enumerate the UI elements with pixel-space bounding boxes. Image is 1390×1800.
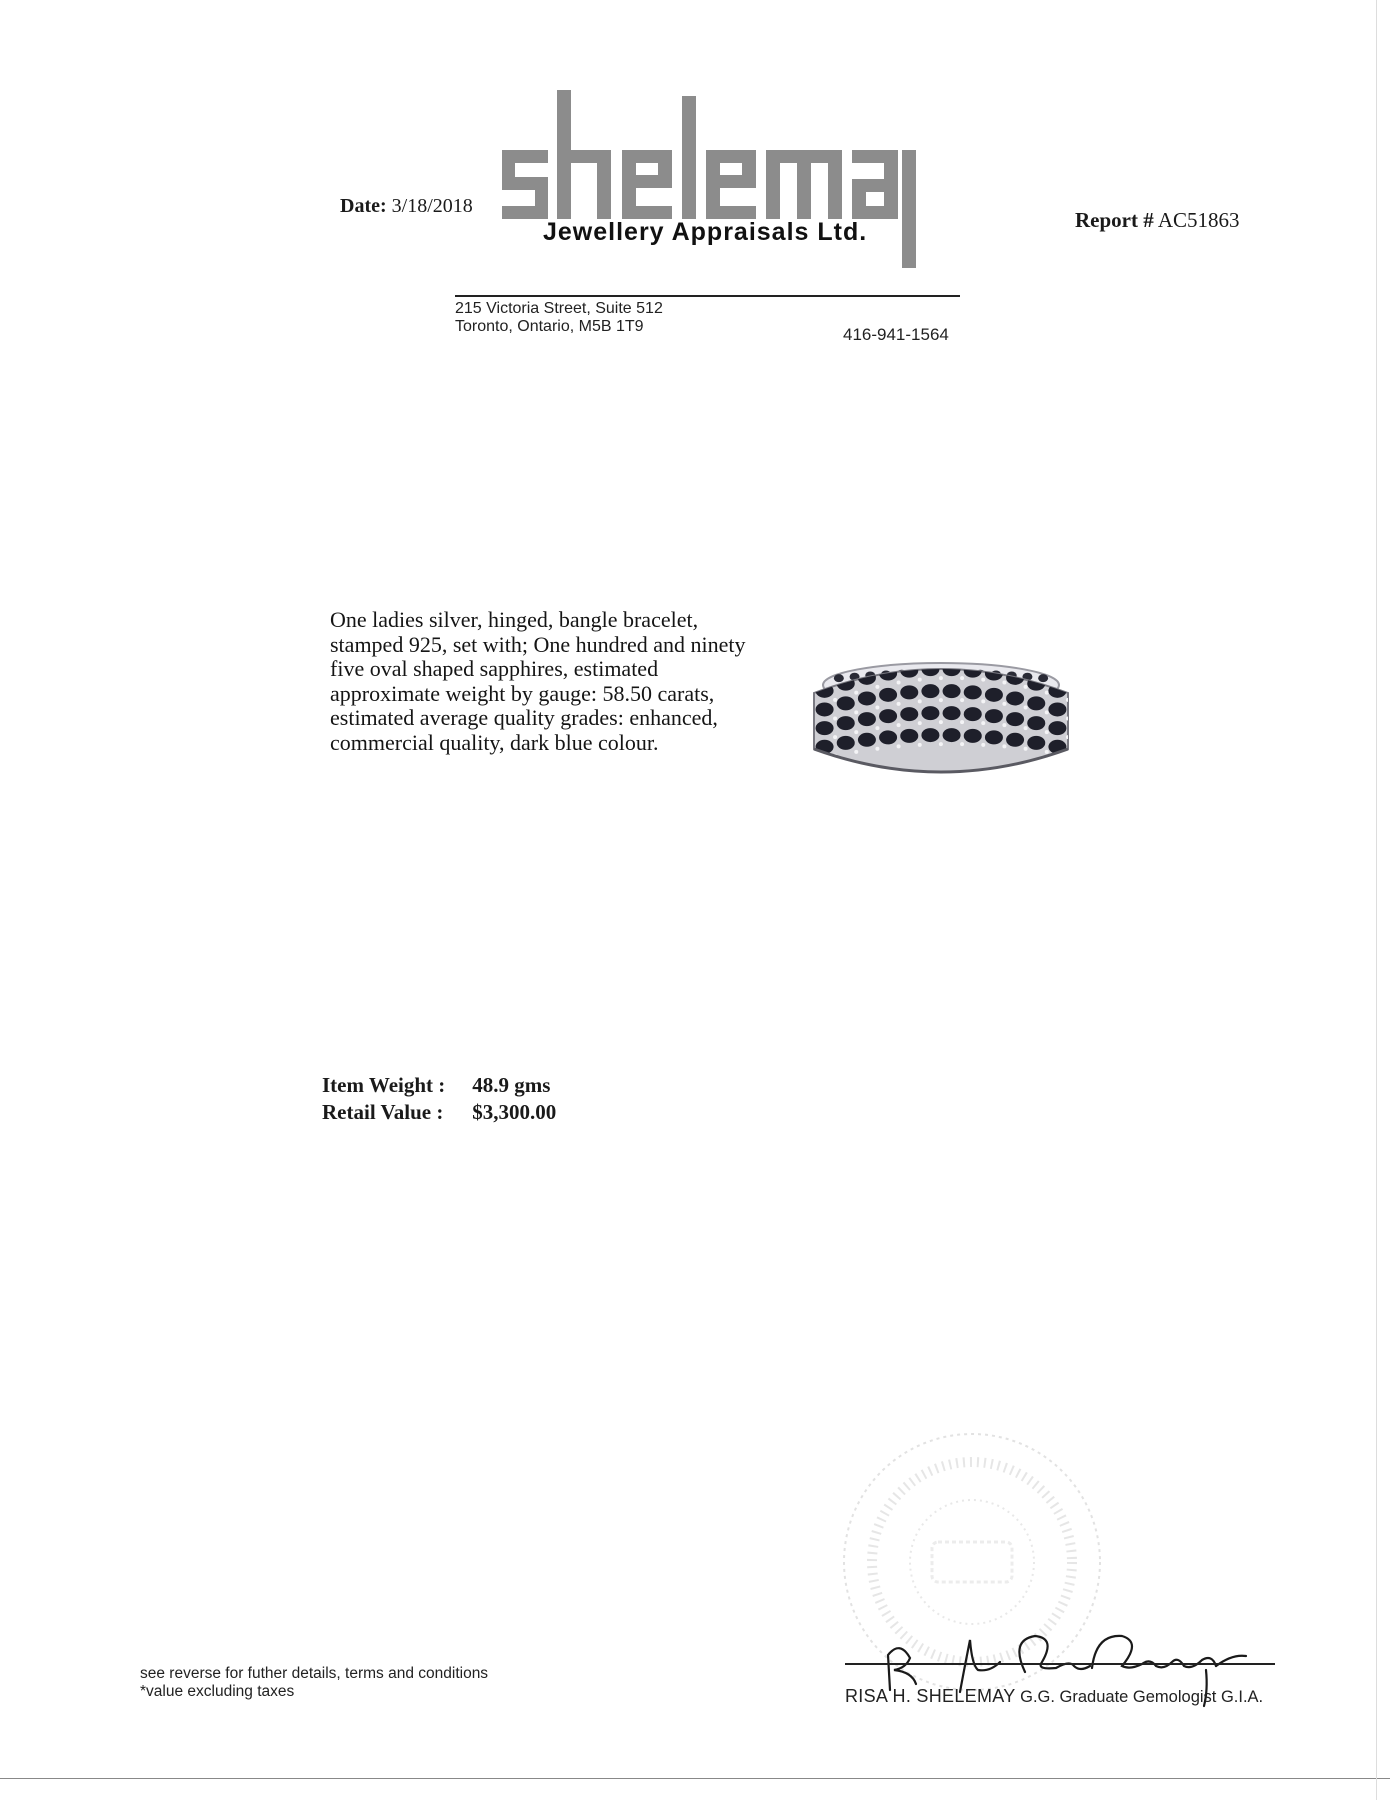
sapphire-stone <box>964 729 982 743</box>
silver-bead <box>981 743 985 747</box>
bangle-photo <box>796 645 1086 795</box>
sapphire-stone <box>1027 696 1045 710</box>
sapphire-stone <box>943 684 961 698</box>
sapphire-stone <box>816 702 834 716</box>
silver-bead <box>1045 750 1049 754</box>
silver-bead <box>833 716 837 720</box>
silver-bead <box>1002 723 1006 727</box>
sapphire-stone <box>900 729 918 743</box>
signatory <box>845 1686 1263 1707</box>
sapphire-stone <box>816 721 834 735</box>
silver-bead <box>918 678 922 682</box>
silver-bead <box>875 685 879 689</box>
company-phone: 416-941-1564 <box>843 325 949 344</box>
sapphire-stone <box>879 730 897 744</box>
silver-bead <box>981 721 985 725</box>
sapphire-stone <box>964 707 982 721</box>
sapphire-stone <box>900 685 918 699</box>
sapphire-stone <box>943 706 961 720</box>
sapphire-stone <box>1027 716 1045 730</box>
sapphire-stone <box>985 688 1003 702</box>
sapphire-stone <box>837 696 855 710</box>
sapphire-stone <box>858 733 876 747</box>
sapphire-stone <box>858 712 876 726</box>
company-address <box>455 300 663 336</box>
silver-bead <box>897 702 901 706</box>
silver-bead <box>897 744 901 748</box>
signatory-name: RISA H. SHELEMAY <box>845 1686 1016 1706</box>
silver-bead <box>1002 681 1006 685</box>
date-label: Date: <box>340 195 387 217</box>
silver-bead <box>918 721 922 725</box>
sapphire-stone <box>985 709 1003 723</box>
silver-bead <box>1066 754 1070 758</box>
address-line-1: 215 Victoria Street, Suite 512 <box>455 300 663 317</box>
silver-bead <box>833 698 837 702</box>
silver-bead <box>939 676 943 680</box>
silver-bead <box>1024 685 1028 689</box>
silver-bead <box>897 681 901 685</box>
item-weight-value: 48.9 gms <box>472 1073 551 1097</box>
silver-bead <box>1066 735 1070 739</box>
silver-bead <box>833 735 837 739</box>
address-line-2: Toronto, Ontario, M5B 1T9 <box>455 318 644 335</box>
footer-tax-note: *value excluding taxes <box>140 1683 295 1700</box>
sapphire-stone <box>921 684 939 698</box>
footer-notes <box>140 1665 488 1701</box>
sapphire-stone <box>1006 691 1024 705</box>
date-value: 3/18/2018 <box>391 195 473 217</box>
sapphire-stone <box>1048 702 1066 716</box>
silver-bead <box>1024 726 1028 730</box>
date-field <box>340 195 473 218</box>
header-divider <box>455 295 960 297</box>
silver-bead <box>875 747 879 751</box>
retail-value-value: $3,300.00 <box>472 1100 557 1124</box>
sapphire-stone <box>943 728 961 742</box>
item-facts <box>322 1072 556 1126</box>
silver-bead <box>1002 702 1006 706</box>
sapphire-stone <box>921 728 939 742</box>
footer-terms: see reverse for futher details, terms and conditions <box>140 1665 489 1682</box>
silver-bead <box>854 730 858 734</box>
silver-bead <box>854 691 858 695</box>
silver-bead <box>981 678 985 682</box>
silver-bead <box>875 726 879 730</box>
silver-bead <box>1024 705 1028 709</box>
sapphire-stone <box>964 685 982 699</box>
silver-bead <box>1045 730 1049 734</box>
silver-bead <box>1066 698 1070 702</box>
sapphire-stone <box>837 716 855 730</box>
sapphire-stone <box>879 688 897 702</box>
inner-sapphire-stone <box>834 674 844 682</box>
silver-bead <box>918 743 922 747</box>
silver-bead <box>981 699 985 703</box>
silver-bead <box>897 723 901 727</box>
sapphire-stone <box>837 736 855 750</box>
silver-bead <box>960 720 964 724</box>
silver-bead <box>960 742 964 746</box>
sapphire-stone <box>900 707 918 721</box>
silver-bead <box>1045 710 1049 714</box>
sapphire-stone <box>1006 733 1024 747</box>
silver-bead <box>875 705 879 709</box>
silver-bead <box>960 698 964 702</box>
silver-bead <box>1066 716 1070 720</box>
silver-bead <box>918 699 922 703</box>
inner-sapphire-stone <box>1038 674 1048 682</box>
signature-line <box>845 1663 1275 1665</box>
report-label: Report # <box>1075 208 1154 232</box>
silver-bead <box>854 710 858 714</box>
silver-bead <box>939 698 943 702</box>
signatory-credentials: G.G. Graduate Gemologist G.I.A. <box>1020 1688 1264 1706</box>
sapphire-stone <box>1048 721 1066 735</box>
sapphire-stone <box>1027 736 1045 750</box>
silver-bead <box>1024 747 1028 751</box>
silver-bead <box>939 742 943 746</box>
item-weight-label: Item Weight : <box>322 1073 446 1097</box>
silver-bead <box>1045 691 1049 695</box>
silver-bead <box>854 750 858 754</box>
sapphire-stone <box>1006 712 1024 726</box>
company-tagline: Jewellery Appraisals Ltd. <box>543 218 868 246</box>
silver-bead <box>960 676 964 680</box>
scan-edge-bottom <box>0 1778 1390 1779</box>
sapphire-stone <box>879 709 897 723</box>
sapphire-stone <box>921 706 939 720</box>
report-number <box>1075 208 1240 233</box>
silver-bead <box>939 720 943 724</box>
sapphire-stone <box>985 730 1003 744</box>
sapphire-stone <box>858 691 876 705</box>
silver-bead <box>1002 744 1006 748</box>
retail-value-row <box>322 1099 556 1126</box>
retail-value-label: Retail Value : <box>322 1100 444 1124</box>
report-value: AC51863 <box>1157 208 1240 232</box>
item-weight-row <box>322 1072 556 1099</box>
item-description: One ladies silver, hinged, bangle bracelet, stamped 925, set with; One hundred and ninety five oval shaped sapphires, estimated approximate weight by gauge: 58.50 carats, estimated average quality grades: enhanced, commercial quality, dark blue colour. <box>330 607 746 755</box>
scan-edge-right <box>1376 0 1377 1800</box>
